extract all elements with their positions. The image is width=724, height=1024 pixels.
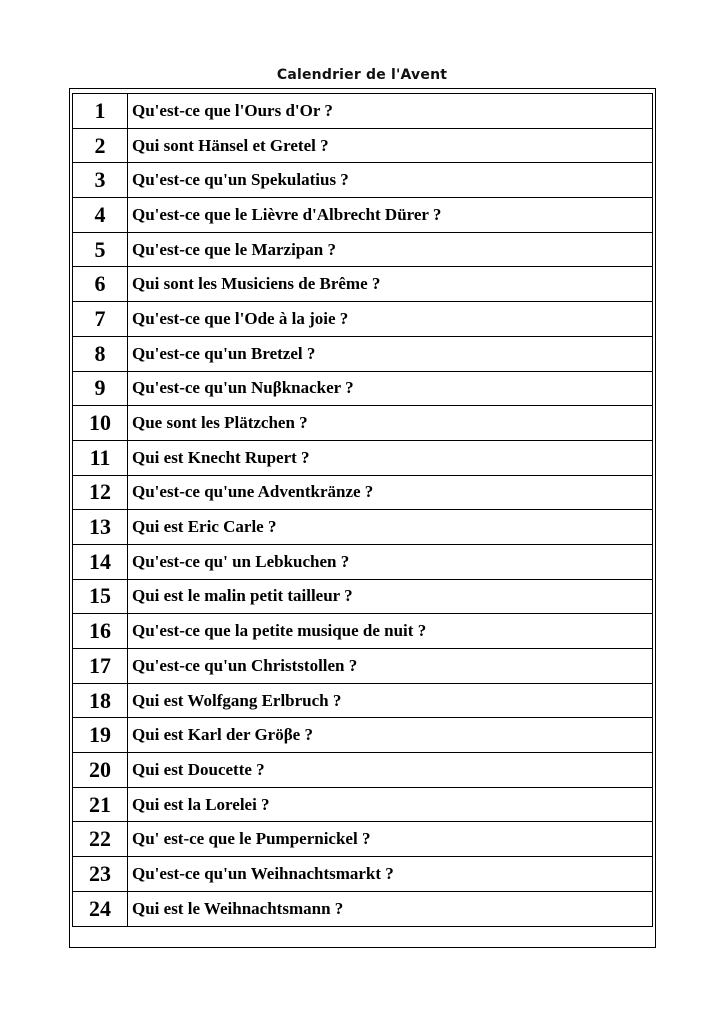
day-number: 24: [73, 891, 128, 926]
question-text: Qui est Doucette ?: [128, 753, 653, 788]
day-number: 7: [73, 302, 128, 337]
question-text: Qu'est-ce qu'une Adventkränze ?: [128, 475, 653, 510]
question-text: Qui est Knecht Rupert ?: [128, 440, 653, 475]
day-number: 5: [73, 232, 128, 267]
table-row: [73, 753, 653, 788]
table-row: [73, 128, 653, 163]
day-number: 1: [73, 94, 128, 129]
table-row: [73, 232, 653, 267]
table-row: [73, 336, 653, 371]
day-number: 13: [73, 510, 128, 545]
day-number: 19: [73, 718, 128, 753]
question-text: Qui est Eric Carle ?: [128, 510, 653, 545]
table-row: [73, 371, 653, 406]
question-text: Qu'est-ce que l'Ode à la joie ?: [128, 302, 653, 337]
table-row: [73, 475, 653, 510]
day-number: 15: [73, 579, 128, 614]
day-number: 8: [73, 336, 128, 371]
table-row: [73, 649, 653, 684]
question-text: Qui est Wolfgang Erlbruch ?: [128, 683, 653, 718]
day-number: 9: [73, 371, 128, 406]
table-row: [73, 544, 653, 579]
question-text: Qui sont les Musiciens de Brême ?: [128, 267, 653, 302]
table-row: [73, 267, 653, 302]
day-number: 21: [73, 787, 128, 822]
question-text: Qu'est-ce qu'un Nuβknacker ?: [128, 371, 653, 406]
question-text: Qu'est-ce qu'un Spekulatius ?: [128, 163, 653, 198]
day-number: 17: [73, 649, 128, 684]
day-number: 18: [73, 683, 128, 718]
day-number: 11: [73, 440, 128, 475]
day-number: 2: [73, 128, 128, 163]
table-row: [73, 718, 653, 753]
day-number: 12: [73, 475, 128, 510]
table-row: [73, 406, 653, 441]
page-title: Calendrier de l'Avent: [276, 67, 448, 83]
table-row: [73, 857, 653, 892]
question-text: Qu'est-ce que la petite musique de nuit ?: [128, 614, 653, 649]
question-text: Qu'est-ce qu'un Weihnachtsmarkt ?: [128, 857, 653, 892]
day-number: 10: [73, 406, 128, 441]
question-text: Qu'est-ce qu'un Christstollen ?: [128, 649, 653, 684]
question-text: Qu'est-ce que l'Ours d'Or ?: [128, 94, 653, 129]
day-number: 16: [73, 614, 128, 649]
question-text: Qui sont Hänsel et Gretel ?: [128, 128, 653, 163]
question-text: Qu'est-ce que le Marzipan ?: [128, 232, 653, 267]
table-row: [73, 163, 653, 198]
question-text: Qu'est-ce que le Lièvre d'Albrecht Dürer ?: [128, 198, 653, 233]
table-row: [73, 822, 653, 857]
table-row: [73, 302, 653, 337]
question-text: Qui est la Lorelei ?: [128, 787, 653, 822]
question-text: Qu' est-ce que le Pumpernickel ?: [128, 822, 653, 857]
day-number: 14: [73, 544, 128, 579]
day-number: 3: [73, 163, 128, 198]
question-text: Qui est Karl der Gröβe ?: [128, 718, 653, 753]
advent-calendar-table: [72, 93, 653, 927]
question-text: Qui est le Weihnachtsmann ?: [128, 891, 653, 926]
day-number: 20: [73, 753, 128, 788]
table-row: [73, 440, 653, 475]
table-row: [73, 579, 653, 614]
question-text: Qu'est-ce qu' un Lebkuchen ?: [128, 544, 653, 579]
day-number: 6: [73, 267, 128, 302]
table-row: [73, 614, 653, 649]
day-number: 23: [73, 857, 128, 892]
table-row: [73, 787, 653, 822]
question-text: Qui est le malin petit tailleur ?: [128, 579, 653, 614]
day-number: 4: [73, 198, 128, 233]
table-body: [73, 94, 653, 927]
table-row: [73, 198, 653, 233]
table-row: [73, 891, 653, 926]
question-text: Que sont les Plätzchen ?: [128, 406, 653, 441]
question-text: Qu'est-ce qu'un Bretzel ?: [128, 336, 653, 371]
table-row: [73, 510, 653, 545]
day-number: 22: [73, 822, 128, 857]
table-row: [73, 94, 653, 129]
table-row: [73, 683, 653, 718]
